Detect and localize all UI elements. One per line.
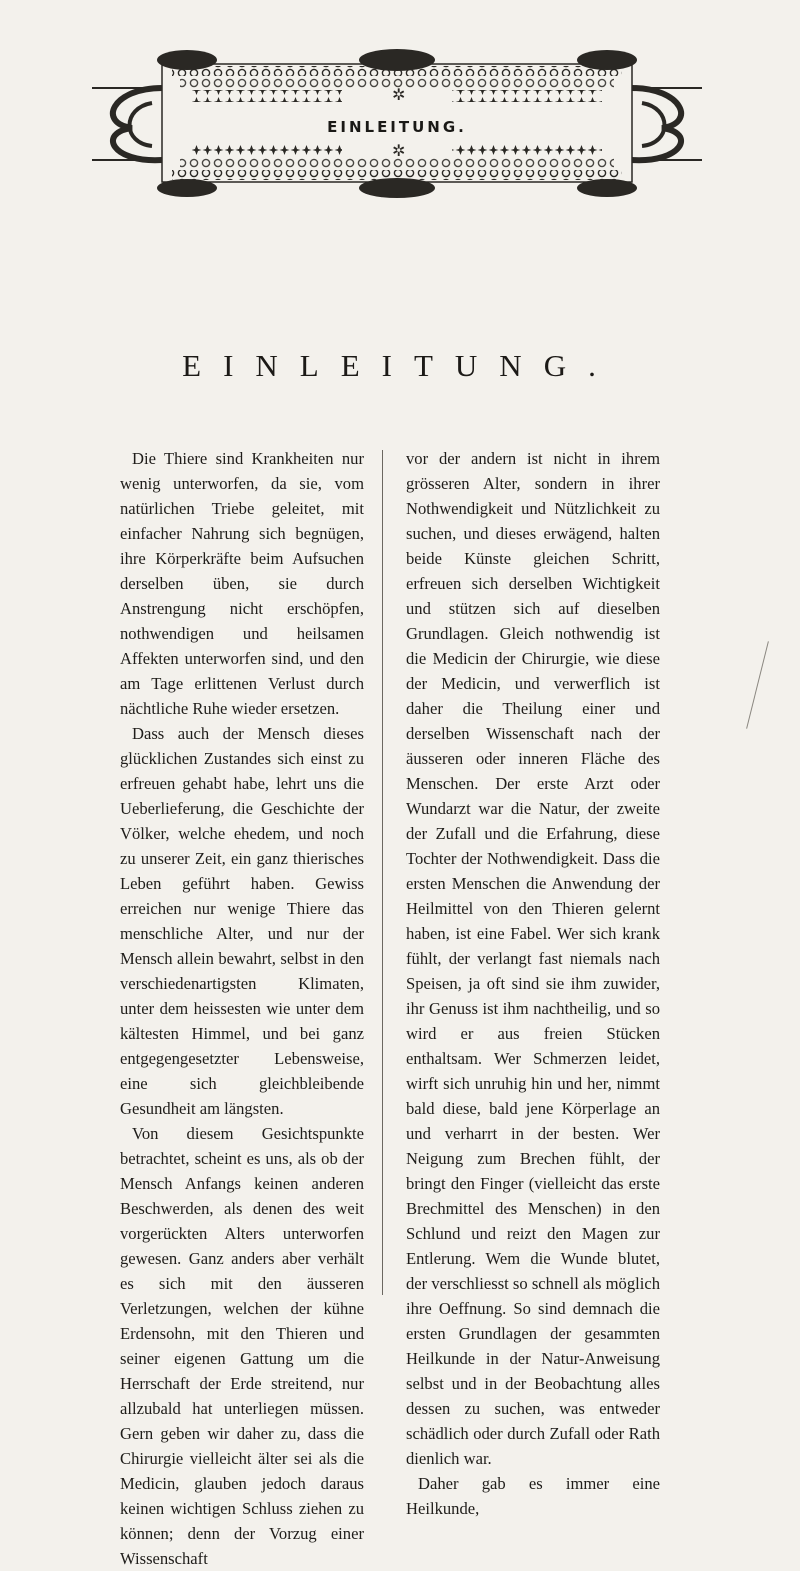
paragraph: Von diesem Gesichtspunkte betrachtet, scheint es uns, als ob der Mensch Anfangs keinen anderen Beschwerden, als denen des weit vorgerückten Alters unterworfen gewesen. Ganz anders aber verhält es sich mit den äusseren Verletzungen, welchen der kühne Erdensohn, mit den Thieren und seiner eigenen Gattung um die Herrschaft der Erde streitend, nur allzubald hat unterliegen müssen. Gern geben wir daher zu, dass die Chirurgie vielleicht älter sei als die Medicin, glauben jedoch daraus keinen wichtigen Schluss ziehen zu können; denn der Vorzug einer Wissenschaft xyxy=(120,1124,364,1568)
paragraph: vor der andern ist nicht in ihrem grösseren Alter, sondern in ihrer Nothwendigkeit und Nützlichkeit zu suchen, und dieses erwägend, halten beide Künste gleichen Schritt, erfreuen sich derselben Wichtigkeit und stützen sich auf dieselben Grundlagen. Gleich nothwendig ist die Medicin der Chirurgie, wie diese der Medicin, und verwerflich ist daher die Theilung einer und derselben Wissenschaft nach der äusseren oder inneren Fläche des Menschen. Der erste Arzt oder Wundarzt war die Natur, der zweite der Zufall und die Erfahrung, diese Tochter der Nothwendigkeit. Dass die ersten Menschen die Anwendung der Heilmittel von den Thieren gelernt haben, ist eine Fabel. Wer sich krank fühlt, der verlangt fast niemals nach Speisen, ja oft sind sie ihm zuwider, ihr Genuss ist ihm nachtheilig, und so wird er aus freien Stücken enthaltsam. Wer Schmerzen leidet, wirft sich unruhig hin und her, nimmt bald diese, bald jene Körperlage an und verharrt in der besten. Wer Neigung zum Brechen fühlt, der bringt den Finger (vielleicht das erste Brechmittel des Menschen) in den Schlund und reizt den Magen zur Entlerung. Wem die Wunde blutet, der verschliesst so schnell als möglich ihre Oeffnung. So sind demnach die ersten Grundlagen der gesammten Heilkunde in der Natur-Anweisung selbst und in der Beobachtung alles dessen zu suchen, was entweder schädlich oder durch Zufall oder Rath dienlich war. xyxy=(406,449,660,1468)
paragraph: Daher gab es immer eine Heilkunde, xyxy=(406,1474,660,1518)
svg-text:✲: ✲ xyxy=(392,87,406,104)
margin-pencil-mark xyxy=(746,641,769,729)
text-column-left xyxy=(120,446,364,1571)
svg-text:✲: ✲ xyxy=(392,143,406,160)
chapter-title: EINLEITUNG. xyxy=(182,347,618,383)
ornament-title: EINLEITUNG. xyxy=(327,118,467,136)
text-column-right xyxy=(406,446,660,1521)
column-divider xyxy=(382,450,383,1295)
paragraph: Dass auch der Mensch dieses glücklichen Zustandes sich einst zu erfreuen gehabt habe, lehrt uns die Ueberlieferung, die Geschichte der Völker, welche ehedem, und noch zu unserer Zeit, ein ganz thierisches Leben geführt haben. Gewiss erreichen nur wenige Thiere das menschliche Alter, und nur der Mensch allein bewahrt, selbst in den verschiedenartigsten Klimaten, unter dem heissesten wie unter dem kältesten Himmel, und bei ganz entgegengesetzter Lebensweise, eine sich gleichbleibende Gesundheit am längsten. xyxy=(120,724,364,1118)
ornamental-header xyxy=(92,48,702,198)
paragraph: Die Thiere sind Krankheiten nur wenig unterworfen, da sie, vom natürlichen Triebe geleitet, mit einfacher Nahrung sich begnügen, ihre Körperkräfte beim Aufsuchen derselben üben, sie durch Anstrengung nicht erschöpfen, nothwendigen und heilsamen Affekten unterworfen sind, und den am Tage erlittenen Verlust durch nächtliche Ruhe wieder ersetzen. xyxy=(120,449,364,718)
